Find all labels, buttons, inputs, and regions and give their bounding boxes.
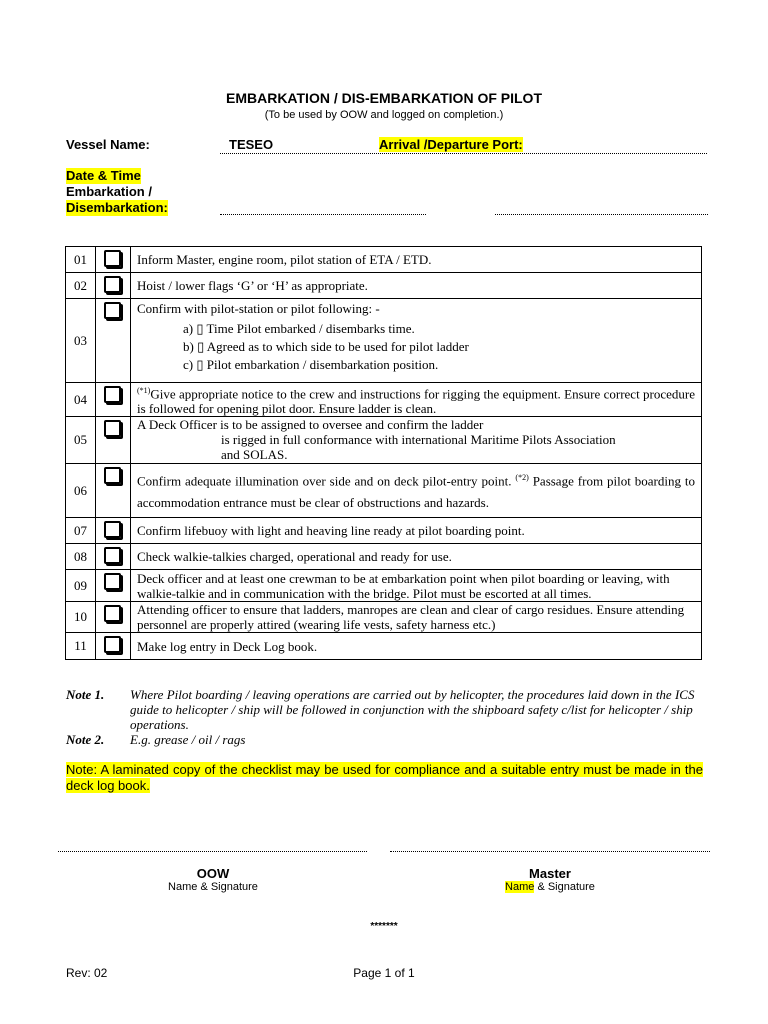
checkbox[interactable] [104, 276, 121, 293]
checkbox[interactable] [104, 420, 121, 437]
pilot-checklist-table [65, 246, 702, 660]
item-text-line3: and SOLAS. [221, 447, 288, 463]
checkbox[interactable] [104, 547, 121, 564]
sub-item-a: a) ▯ Time Pilot embarked / disembarks time. [183, 321, 415, 336]
note-label: Note 1. [66, 687, 105, 702]
master-signature-line [390, 851, 710, 852]
checkbox[interactable] [104, 573, 121, 590]
table-row [66, 464, 702, 518]
checkbox[interactable] [104, 302, 121, 319]
master-name-signature: Name & Signature [505, 881, 595, 893]
item-text: Confirm lifebuoy with light and heaving line ready at pilot boarding point. [131, 518, 702, 544]
date-time-line1: Date & Time [66, 168, 141, 183]
laminated-copy-note: Note: A laminated copy of the checklist may be used for compliance and a suitable entry must be made in the deck log book. [66, 762, 703, 793]
footnote-ref: (*2) [515, 473, 529, 483]
item-text: Check walkie-talkies charged, operational and ready for use. [131, 544, 702, 570]
item-text: Deck officer and at least one crewman to be at embarkation point when pilot boarding or leaving, with walkie-talkie and in communication with the bridge. Pilot must be escorted at all times. [131, 570, 702, 602]
item-text: Give appropriate notice to the crew and instructions for rigging the equipment. Ensure correct procedure is followed for opening pilot door. Ensure ladder is clean. [137, 386, 695, 417]
document-title: EMBARKATION / DIS-EMBARKATION OF PILOT [225, 90, 543, 106]
table-row [66, 383, 702, 417]
table-row [66, 518, 702, 544]
page-number: Page 1 of 1 [353, 966, 415, 980]
table-row [66, 417, 702, 464]
table-row [66, 633, 702, 660]
checkbox[interactable] [104, 605, 121, 622]
item-text: Inform Master, engine room, pilot station of ETA / ETD. [131, 247, 702, 273]
item-number: 06 [66, 464, 96, 518]
note-text: E.g. grease / oil / rags [130, 732, 246, 747]
item-text: Make log entry in Deck Log book. [131, 633, 702, 660]
vessel-name-label: Vessel Name: [66, 137, 150, 152]
table-row [66, 299, 702, 383]
revision-label: Rev: 02 [66, 966, 108, 980]
end-marker: ******* [370, 921, 398, 932]
checkbox[interactable] [104, 636, 121, 653]
item-number: 02 [66, 273, 96, 299]
table-row [66, 544, 702, 570]
table-row [66, 247, 702, 273]
oow-title: OOW [196, 866, 230, 881]
date-time-line3: Disembarkation: [66, 200, 168, 215]
item-text: Attending officer to ensure that ladders, manropes are clean and clear of cargo residues. Ensure attending personnel are properly attired (wearing life vests, safety harness etc.) [131, 602, 702, 633]
item-text: Confirm adequate illumination over side and on deck pilot-entry point. [137, 473, 512, 489]
item-number: 05 [66, 417, 96, 464]
item-number: 11 [66, 633, 96, 660]
port-label: Arrival /Departure Port: [379, 137, 523, 152]
note-2 [66, 732, 706, 747]
vessel-name-value: TESEO [229, 137, 274, 152]
oow-signature-line [58, 851, 367, 852]
document-subtitle: (To be used by OOW and logged on completion.) [264, 109, 504, 121]
item-text: Confirm with pilot-station or pilot following: - [137, 301, 380, 316]
item-number: 04 [66, 383, 96, 417]
date-time-line2: Embarkation / [66, 184, 152, 199]
master-title: Master [529, 866, 571, 881]
date-time-label [66, 168, 168, 216]
item-number: 01 [66, 247, 96, 273]
item-number: 08 [66, 544, 96, 570]
note-1 [66, 687, 706, 732]
sub-item-b: b) ▯ Agreed as to which side to be used for pilot ladder [183, 339, 469, 354]
item-number: 09 [66, 570, 96, 602]
table-row [66, 570, 702, 602]
item-text: A Deck Officer is to be assigned to oversee and confirm the ladder [137, 417, 484, 433]
note-text: Where Pilot boarding / leaving operations are carried out by helicopter, the procedures laid down in the ICS guide to helicopter / ship will be followed in conjunction with the shipboard safety c/list for helicopter / ship operations. [130, 687, 695, 732]
vessel-port-fill-line [220, 153, 707, 154]
footnote-ref: (*1) [137, 386, 151, 395]
item-number: 03 [66, 299, 96, 383]
item-text-line2: is rigged in full conformance with international Maritime Pilots Association [221, 432, 616, 448]
item-text-line2: Passage from pilot boarding to accommodation entrance must be clear of obstructions and hazards. [137, 473, 696, 511]
note-label: Note 2. [66, 732, 105, 747]
item-number: 07 [66, 518, 96, 544]
item-text: Hoist / lower flags ‘G’ or ‘H’ as appropriate. [131, 273, 702, 299]
oow-name-signature: Name & Signature [168, 881, 258, 893]
item-number: 10 [66, 602, 96, 633]
checkbox[interactable] [104, 386, 121, 403]
checkbox[interactable] [104, 521, 121, 538]
checkbox[interactable] [104, 467, 121, 484]
sub-item-c: c) ▯ Pilot embarkation / disembarkation position. [183, 357, 439, 372]
table-row [66, 273, 702, 299]
disembarkation-fill-line [495, 214, 708, 215]
notes-section [66, 687, 706, 747]
checkbox[interactable] [104, 250, 121, 267]
embarkation-fill-line [220, 214, 426, 215]
table-row [66, 602, 702, 633]
